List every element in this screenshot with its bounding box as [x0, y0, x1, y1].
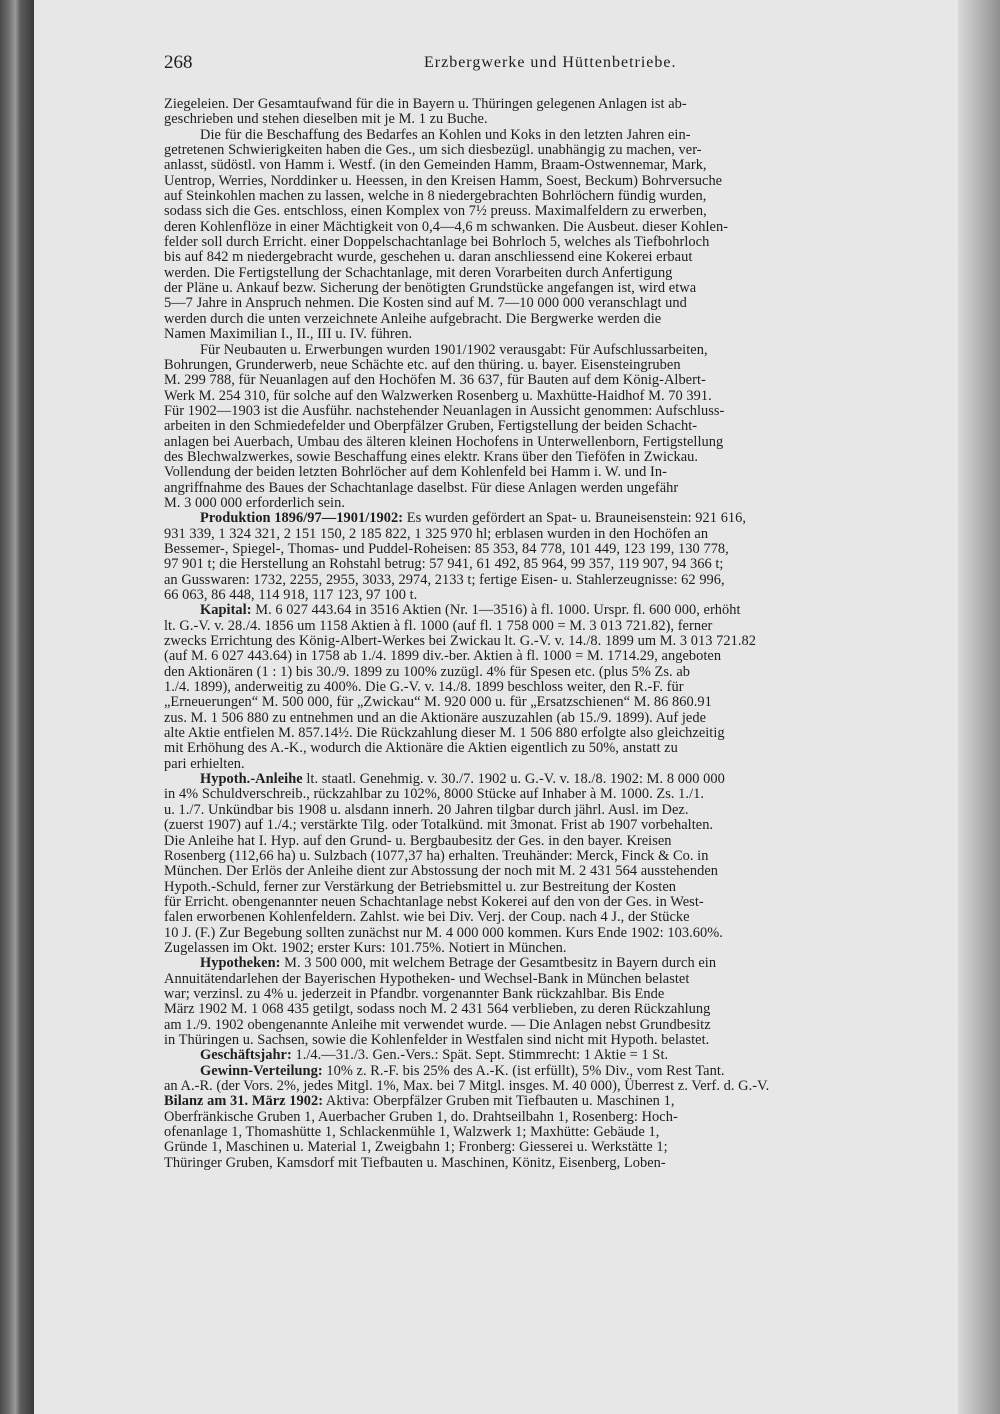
line-text: werden durch die unten verzeichnete Anleihe aufgebracht. Die Bergwerke werden die — [164, 310, 662, 327]
text-line — [164, 189, 958, 204]
line-text: am 1./9. 1902 obengenannte Anleihe mit verwendet wurde. — Die Anlagen nebst Grundbesitz — [164, 1016, 711, 1033]
line-text: u. 1./7. Unkündbar bis 1908 u. alsdann innerh. 20 Jahren tilgbar durch jährl. Ausl. im Dez. — [164, 801, 689, 818]
page-number: 268 — [164, 52, 193, 73]
line-text: Annuitätendarlehen der Bayerischen Hypotheken- und Wechsel-Bank in München belastet — [164, 970, 690, 987]
text-line — [164, 327, 958, 342]
text-line — [164, 972, 958, 987]
line-text: in Thüringen u. Sachsen, sowie die Kohlenfelder in Westfalen sind nicht mit Hypoth. belastet. — [164, 1031, 710, 1048]
line-text: M. 3 500 000, mit welchem Betrage der Gesamtbesitz in Bayern durch ein — [280, 955, 717, 972]
text-line — [164, 1094, 958, 1109]
line-text: März 1902 M. 1 068 435 getilgt, sodass noch M. 2 431 564 verblieben, zu deren Rückzahlung — [164, 1001, 711, 1018]
text-line — [164, 634, 958, 649]
text-line — [164, 450, 958, 465]
line-text: war; verzinsl. zu 4% u. jederzeit in Pfandbr. vorgenannter Bank rückzahlbar. Bis Ende — [164, 985, 665, 1002]
text-line — [164, 1048, 958, 1063]
text-line — [164, 435, 958, 450]
line-text: 66 063, 86 448, 114 918, 117 123, 97 100 t. — [164, 587, 418, 603]
text-line — [164, 542, 958, 557]
text-line — [164, 910, 958, 925]
line-text: 97 901 t; die Herstellung an Rohstahl betrug: 57 941, 61 492, 85 964, 99 357, 119 907, 94 366 t; — [164, 556, 724, 573]
line-text: in 4% Schuldverschreib., rückzahlbar zu 102%, 8000 Stücke auf Inhaber à M. 1000. Zs. 1./1. — [164, 786, 705, 803]
line-text: Die für die Beschaffung des Bedarfes an Kohlen und Koks in den letzten Jahren ein- — [200, 126, 691, 143]
line-text: lt. G.-V. v. 28./4. 1856 um 1158 Aktien à fl. 1000 (auf fl. 1 758 000 = M. 3 013 721.82), ferner — [164, 617, 713, 634]
line-text: Für 1902—1903 ist die Ausführ. nachstehender Neuanlagen in Aussicht genommen: Aufschluss- — [164, 402, 725, 419]
text-line — [164, 680, 958, 695]
document-page — [34, 0, 958, 1414]
book-spine — [0, 0, 34, 1414]
text-line — [164, 312, 958, 327]
text-line — [164, 619, 958, 634]
text-line — [164, 419, 958, 434]
line-text: der Pläne u. Ankauf bezw. Sicherung der benötigten Grundstücke angefangen ist, wird etwa — [164, 280, 697, 297]
text-line — [164, 373, 958, 388]
line-text: lt. staatl. Genehmig. v. 30./7. 1902 u. G.-V. v. 18./8. 1902: M. 8 000 000 — [302, 771, 725, 788]
text-line — [164, 803, 958, 818]
line-text: pari erhielten. — [164, 755, 245, 772]
line-text: 10 J. (F.) Zur Begebung sollten zunächst nur M. 4 000 000 kommen. Kurs Ende 1902: 103.60%. — [164, 924, 723, 941]
text-line — [164, 956, 958, 971]
line-text: zus. M. 1 506 880 zu entnehmen und an die Aktionäre auszuzahlen (ab 15./9. 1899). Auf jede — [164, 709, 707, 726]
running-title: Erzbergwerke und Hüttenbetriebe. — [424, 54, 677, 71]
line-text: Rosenberg (112,66 ha) u. Sulzbach (1077,37 ha) erhalten. Treuhänder: Merck, Finck & Co. in — [164, 847, 709, 864]
line-text: M. 299 788, für Neuanlagen auf den Hochöfen M. 36 637, für Bauten auf dem König-Albert- — [164, 372, 706, 389]
text-line — [164, 1018, 958, 1033]
body-text — [164, 97, 958, 1171]
text-line — [164, 128, 958, 143]
text-line — [164, 772, 958, 787]
line-text: felder soll durch Erricht. einer Doppelschachtanlage bei Bohrloch 5, welches als Tiefbohrloch — [164, 234, 710, 251]
line-text: Für Neubauten u. Erwerbungen wurden 1901/1902 verausgabt: Für Aufschlussarbeiten, — [200, 341, 708, 358]
text-line — [164, 573, 958, 588]
text-line — [164, 511, 958, 526]
line-text: Zugelassen im Okt. 1902; erster Kurs: 101.75%. Notiert in München. — [164, 939, 567, 956]
line-text: (auf M. 6 027 443.64) in 1758 ab 1./4. 1899 div.-ber. Aktien à fl. 1000 = M. 1714.29, angeboten — [164, 648, 722, 665]
text-line — [164, 143, 958, 158]
line-text: Bohrungen, Grunderwerb, neue Schächte etc. auf den thüring. u. bayer. Eisensteingruben — [164, 356, 681, 373]
line-text: zwecks Errichtung des König-Albert-Werkes bei Zwickau lt. G.-V. v. 14./8. 1899 um M. 3 013 721.82 — [164, 633, 756, 650]
line-text: anlasst, südöstl. von Hamm i. Westf. (in den Gemeinden Hamm, Braam-Ostwennemar, Mark, — [164, 157, 707, 174]
text-line — [164, 281, 958, 296]
text-line — [164, 465, 958, 480]
line-text: Vollendung der beiden letzten Bohrlöcher auf dem Kohlenfeld bei Hamm i. W. und In- — [164, 464, 667, 481]
text-line — [164, 266, 958, 281]
line-text: des Blechwalzwerkes, sowie Beschaffung eines elektr. Krans über den Tieföfen in Zwickau. — [164, 448, 699, 465]
line-text: Aktiva: Oberpfälzer Gruben mit Tiefbauten u. Maschinen 1, — [323, 1093, 675, 1110]
section-heading: Bilanz am 31. März 1902: — [164, 1093, 324, 1110]
line-text: 5—7 Jahre in Anspruch nehmen. Die Kosten sind auf M. 7—10 000 000 veranschlagt und — [164, 295, 687, 312]
section-heading: Produktion 1896/97—1901/1902: — [200, 510, 404, 527]
text-line — [164, 1064, 958, 1079]
line-text: ofenanlage 1, Thomashütte 1, Schlackenmühle 1, Walzwerk 1; Maxhütte: Gebäude 1, — [164, 1124, 660, 1141]
text-line — [164, 204, 958, 219]
line-text: falen erworbenen Kohlenfeldern. Zahlst. wie bei Div. Verj. der Coup. nach 4 J., der Stücke — [164, 909, 690, 926]
text-line — [164, 97, 958, 112]
text-line — [164, 695, 958, 710]
text-line — [164, 649, 958, 664]
line-text: Thüringer Gruben, Kamsdorf mit Tiefbauten u. Maschinen, Könitz, Eisenberg, Loben- — [164, 1154, 666, 1171]
text-line — [164, 1033, 958, 1048]
text-line — [164, 557, 958, 572]
text-line — [164, 987, 958, 1002]
line-text: (zuerst 1907) auf 1./4.; verstärkte Tilg. oder Totalkünd. mit 3monat. Frist ab 1907 vorbehalten. — [164, 817, 714, 834]
line-text: Namen Maximilian I., II., III u. IV. führen. — [164, 326, 413, 343]
line-text: sodass sich die Ges. entschloss, einen Komplex von 7½ preuss. Maximalfeldern zu erwerben, — [164, 203, 707, 220]
line-text: an A.-R. (der Vors. 2%, jedes Mitgl. 1%, Max. bei 7 Mitgl. insges. M. 40 000), Überrest z. Verf. d. G.-V. — [164, 1078, 770, 1094]
text-line — [164, 603, 958, 618]
text-line — [164, 818, 958, 833]
text-line — [164, 926, 958, 941]
line-text: Gründe 1, Maschinen u. Material 1, Zweigbahn 1; Fronberg: Giesserei u. Werkstätte 1; — [164, 1139, 668, 1156]
line-text: bis auf 842 m niedergebracht wurde, geschehen u. daran anschliessend eine Kokerei erbaut — [164, 249, 693, 266]
line-text: angriffnahme des Baues der Schachtanlage daselbst. Für diese Anlagen werden ungefähr — [164, 479, 679, 496]
text-line — [164, 1125, 958, 1140]
text-line — [164, 864, 958, 879]
line-text: mit Erhöhung des A.-K., wodurch die Aktionäre die Aktien eigentlich zu 50%, anstatt zu — [164, 740, 678, 757]
line-text: 931 339, 1 324 321, 2 151 150, 2 185 822, 1 325 970 hl; erblasen wurden in den Hochöfen an — [164, 525, 709, 542]
line-text: Uentrop, Werries, Norddinker u. Heessen, in den Kreisen Hamm, Soest, Beckum) Bohrversuche — [164, 172, 723, 189]
line-text: anlagen bei Auerbach, Umbau des älteren kleinen Hochofens in Unterwellenborn, Fertigstellung — [164, 433, 724, 450]
line-text: arbeiten in den Schmiedefelder und Oberpfälzer Gruben, Fertigstellung der beiden Schacht- — [164, 418, 698, 435]
line-text: geschrieben und stehen dieselben mit je M. 1 zu Buche. — [164, 111, 488, 128]
line-text: Oberfränkische Gruben 1, Auerbacher Gruben 1, do. Drahtseilbahn 1, Rosenberg: Hoch- — [164, 1108, 678, 1125]
text-line — [164, 665, 958, 680]
page-header — [164, 52, 938, 78]
text-line — [164, 588, 958, 603]
text-line — [164, 1140, 958, 1155]
section-heading: Hypotheken: — [200, 955, 281, 972]
text-line — [164, 496, 958, 511]
text-line — [164, 1110, 958, 1125]
text-line — [164, 1002, 958, 1017]
text-line — [164, 296, 958, 311]
line-text: Die Anleihe hat I. Hyp. auf den Grund- u. Bergbaubesitz der Ges. in den bayer. Kreisen — [164, 832, 672, 849]
line-text: M. 3 000 000 erforderlich sein. — [164, 494, 345, 511]
text-line — [164, 787, 958, 802]
text-line — [164, 726, 958, 741]
text-line — [164, 895, 958, 910]
text-line — [164, 389, 958, 404]
text-line — [164, 404, 958, 419]
line-text: Ziegeleien. Der Gesamtaufwand für die in Bayern u. Thüringen gelegenen Anlagen ist ab- — [164, 96, 687, 112]
line-text: deren Kohlenflöze in einer Mächtigkeit von 0,4—4,6 m schwanken. Die Ausbeut. dieser Kohlen- — [164, 218, 729, 235]
section-heading: Gewinn-Verteilung: — [200, 1062, 323, 1079]
text-line — [164, 834, 958, 849]
text-line — [164, 941, 958, 956]
page-edge — [958, 0, 1000, 1414]
line-text: den Aktionären (1 : 1) bis 30./9. 1899 zu 100% zuzügl. 4% für Spesen etc. (plus 5% Zs. ab — [164, 663, 691, 680]
text-line — [164, 220, 958, 235]
text-line — [164, 481, 958, 496]
text-line — [164, 527, 958, 542]
text-line — [164, 757, 958, 772]
line-text: „Erneuerungen“ M. 500 000, für „Zwickau“ M. 920 000 u. für „Ersatzschienen“ M. 86 860.91 — [164, 694, 712, 711]
line-text: werden. Die Fertigstellung der Schachtanlage, mit deren Vorarbeiten durch Anfertigung — [164, 264, 673, 281]
text-line — [164, 235, 958, 250]
line-text: getretenen Schwierigkeiten haben die Ges., um sich diesbezügl. unabhängig zu machen, ver- — [164, 142, 702, 159]
section-heading: Kapital: — [200, 602, 252, 619]
line-text: M. 6 027 443.64 in 3516 Aktien (Nr. 1—3516) à fl. 1000. Urspr. fl. 600 000, erhöht — [251, 602, 741, 619]
text-line — [164, 343, 958, 358]
line-text: München. Der Erlös der Anleihe dient zur Abstossung der noch mit M. 2 431 564 ausstehenden — [164, 863, 719, 880]
line-text: Hypoth.-Schuld, ferner zur Verstärkung der Betriebsmittel u. zur Bestreitung der Kosten — [164, 878, 677, 895]
text-line — [164, 1156, 958, 1171]
text-line — [164, 880, 958, 895]
section-heading: Hypoth.-Anleihe — [200, 771, 303, 788]
section-heading: Geschäftsjahr: — [200, 1047, 292, 1064]
line-text: auf Steinkohlen machen zu lassen, welche in 8 niedergebrachten Bohrlöchern fündig wurden, — [164, 188, 707, 205]
text-line — [164, 158, 958, 173]
text-line — [164, 112, 958, 127]
text-line — [164, 174, 958, 189]
text-line — [164, 250, 958, 265]
text-line — [164, 358, 958, 373]
text-line — [164, 849, 958, 864]
line-text: Bessemer-, Spiegel-, Thomas- und Puddel-Roheisen: 85 353, 84 778, 101 449, 123 199, 130 778, — [164, 540, 729, 557]
text-line — [164, 741, 958, 756]
line-text: Werk M. 254 310, für solche auf den Walzwerken Rosenberg u. Maxhütte-Haidhof M. 70 391. — [164, 387, 712, 404]
line-text: 10% z. R.-F. bis 25% des A.-K. (ist erfüllt), 5% Div., vom Rest Tant. — [322, 1062, 725, 1079]
line-text: 1./4. 1899), anderweitig zu 400%. Die G.-V. v. 14./8. 1899 beschloss weiter, den R.-F. für — [164, 679, 684, 696]
text-line — [164, 711, 958, 726]
text-line — [164, 1079, 958, 1094]
line-text: alte Aktie entfielen M. 857.14½. Die Rückzahlung dieser M. 1 506 880 erfolgte also gleichzeitig — [164, 725, 725, 742]
line-text: Es wurden gefördert an Spat- u. Brauneisenstein: 921 616, — [403, 510, 747, 527]
line-text: für Erricht. obengenannter neuen Schachtanlage nebst Kokerei auf den von der Ges. in West- — [164, 893, 704, 910]
line-text: an Gusswaren: 1732, 2255, 2955, 3033, 2974, 2133 t; fertige Eisen- u. Stahlerzeugnisse: 62 996, — [164, 571, 725, 588]
line-text: 1./4.—31./3. Gen.-Vers.: Spät. Sept. Stimmrecht: 1 Aktie = 1 St. — [291, 1047, 669, 1064]
